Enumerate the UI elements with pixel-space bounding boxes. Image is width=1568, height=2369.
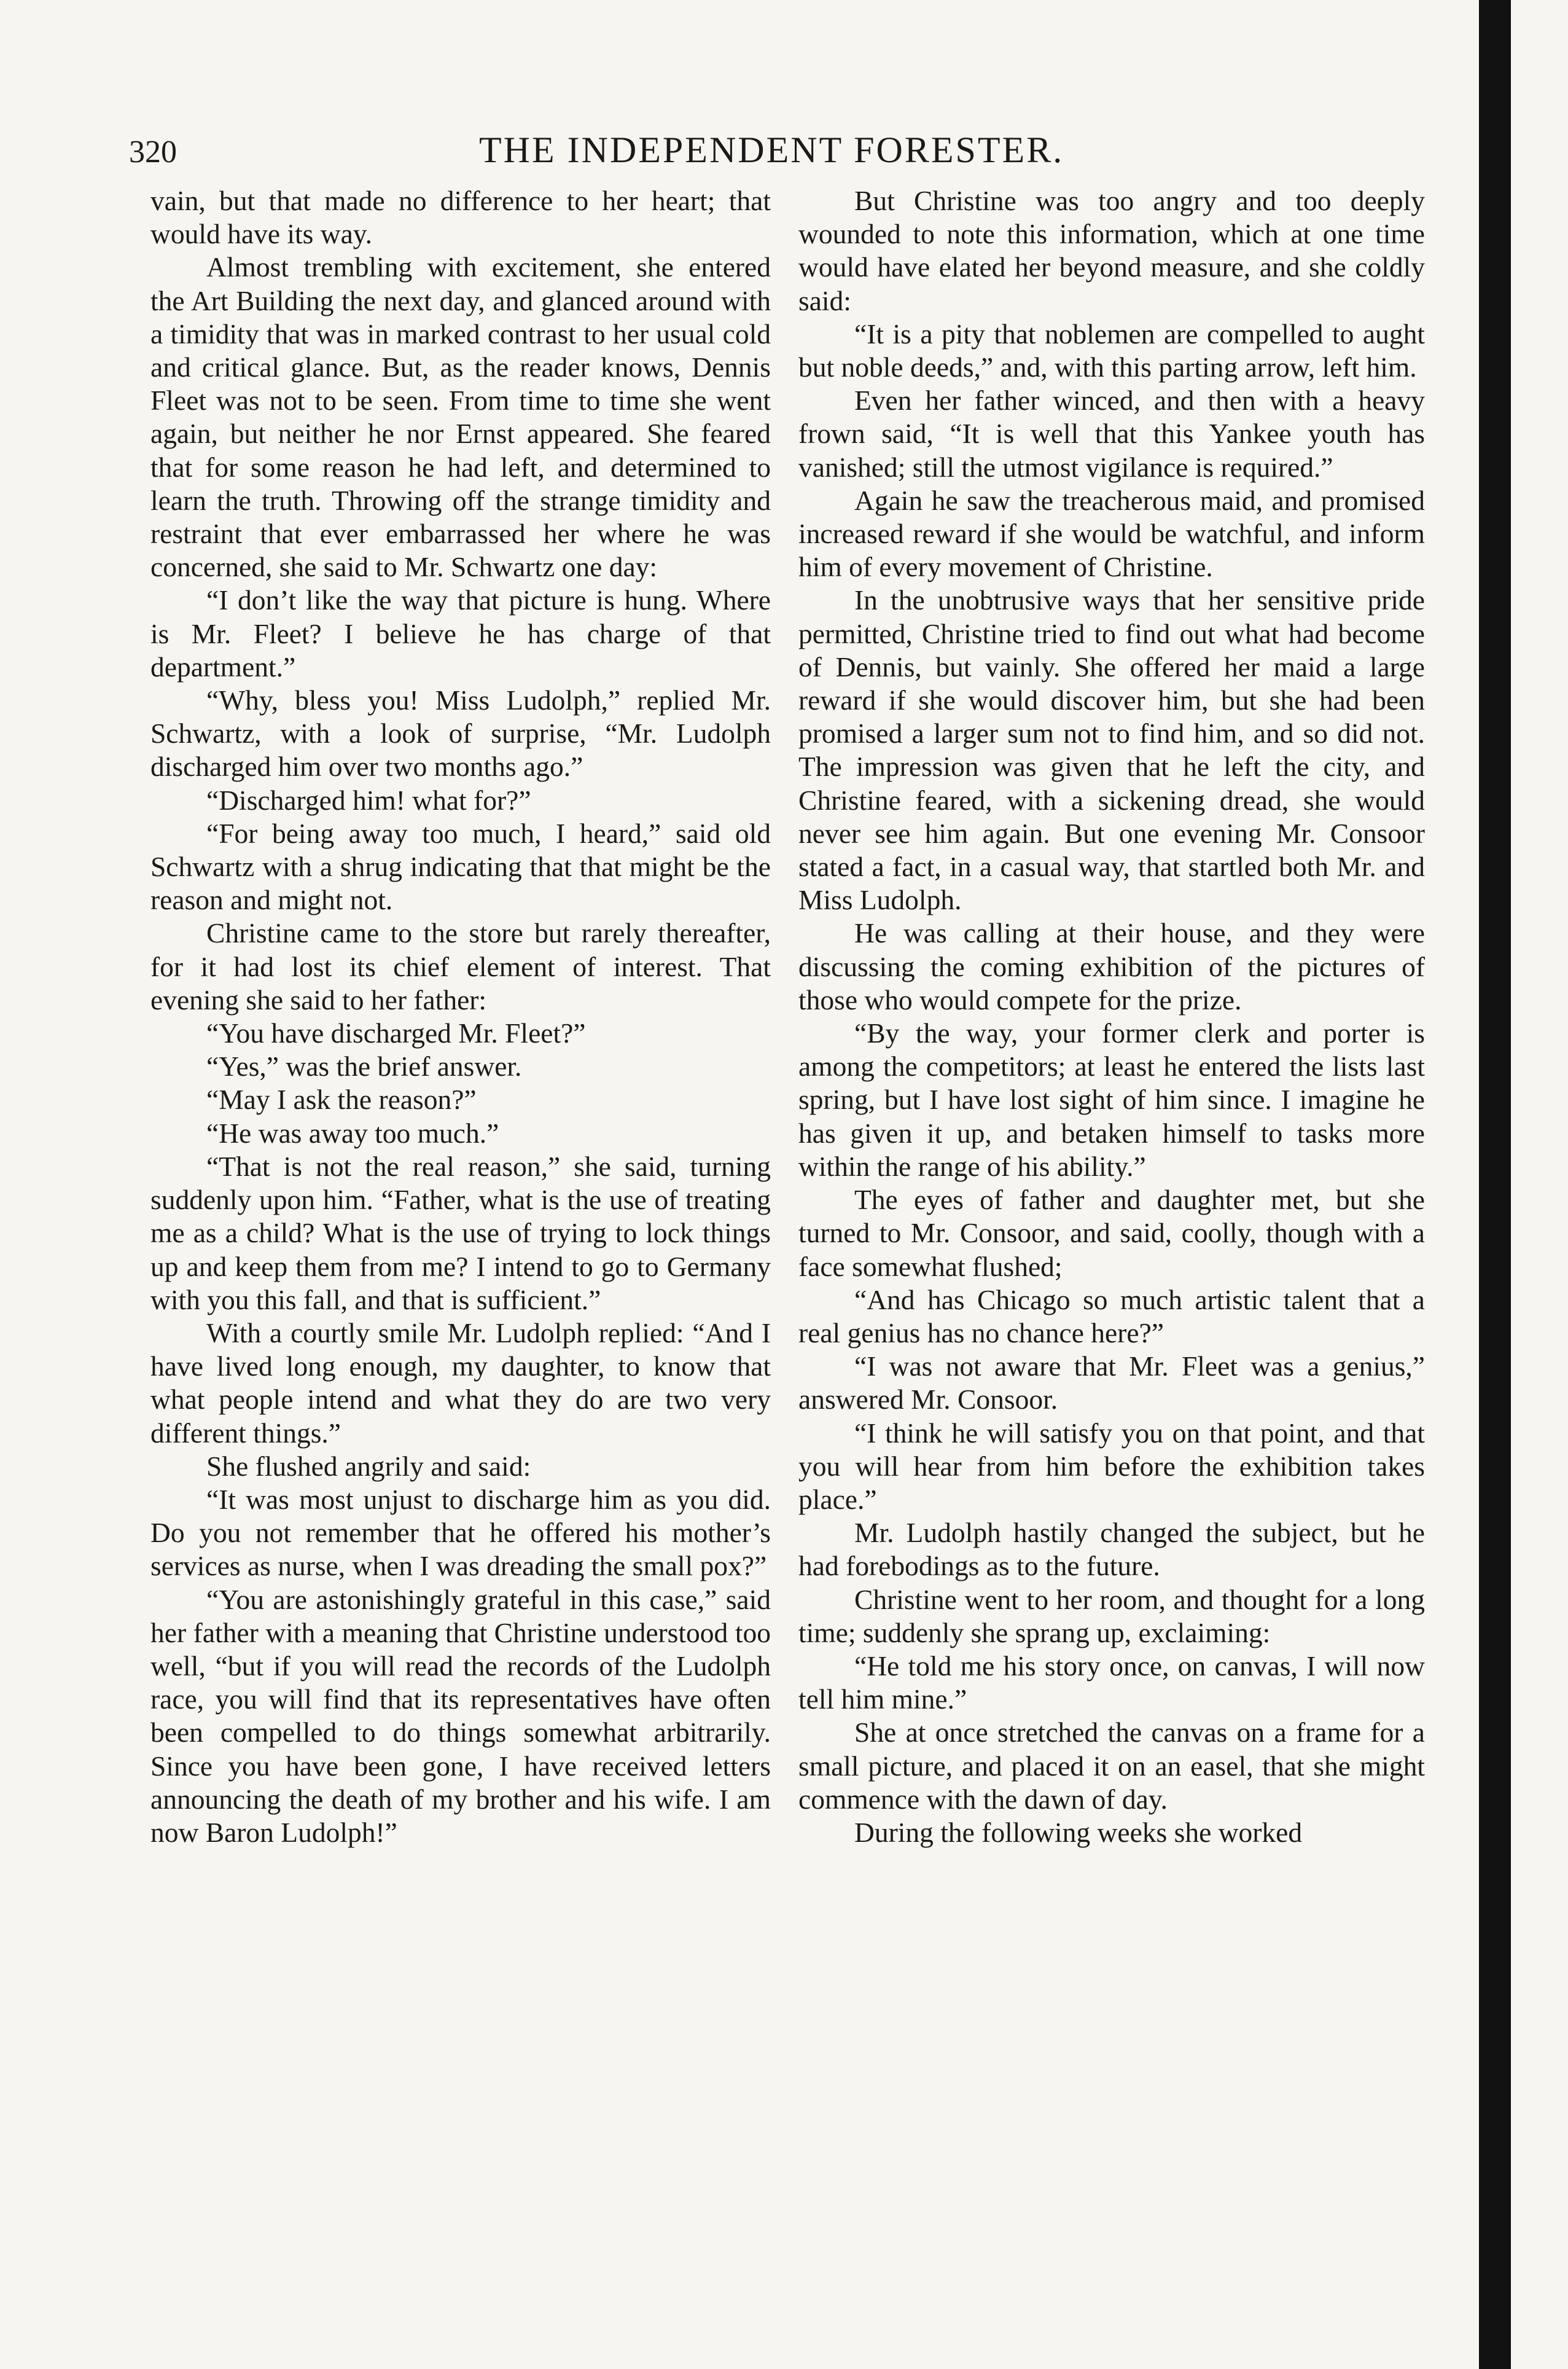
paragraph: “I don’t like the way that picture is hung. Where is Mr. Fleet? I believe he has charge of that department.” bbox=[150, 584, 771, 683]
paragraph: “I was not aware that Mr. Fleet was a genius,” answered Mr. Consoor. bbox=[798, 1350, 1425, 1416]
left-column bbox=[150, 184, 771, 1849]
paragraph: “He was away too much.” bbox=[206, 1117, 499, 1149]
paragraph: vain, but that made no difference to her heart; that would have its way. bbox=[150, 185, 771, 250]
paragraph: She flushed angrily and said: bbox=[206, 1450, 531, 1482]
paragraph: “Why, bless you! Miss Ludolph,” replied Mr. Schwartz, with a look of surprise, “Mr. Ludolph discharged him over two months ago.” bbox=[150, 684, 771, 783]
paragraph: Again he saw the treacherous maid, and promised increased reward if she would be watchful, and inform him of every movement of Christine. bbox=[798, 484, 1425, 583]
paragraph: “For being away too much, I heard,” said old Schwartz with a shrug indicating that that might be the reason and might not. bbox=[150, 817, 771, 916]
binding-edge-shadow bbox=[1479, 0, 1511, 2369]
paragraph: But Christine was too angry and too deeply wounded to note this information, which at one time would have elated her beyond measure, and she coldly said: bbox=[798, 185, 1425, 316]
paragraph: In the unobtrusive ways that her sensitive pride permitted, Christine tried to find out what had become of Dennis, but vainly. She offered her maid a large reward if she would discover him, but she had been promised a larger sum not to find him, and so did not. The impression was given that he left the city, and Christine feared, with a sickening dread, she would never see him again. But one evening Mr. Consoor stated a fact, in a casual way, that startled both Mr. and Miss Ludolph. bbox=[798, 584, 1425, 916]
right-column bbox=[798, 184, 1425, 1849]
paragraph: “And has Chicago so much artistic talent that a real genius has no chance here?” bbox=[798, 1283, 1425, 1349]
paragraph: Christine came to the store but rarely thereafter, for it had lost its chief element of interest. That evening she said to her father: bbox=[150, 917, 771, 1016]
paragraph: “I think he will satisfy you on that point, and that you will hear from him before the exhibition takes place.” bbox=[798, 1417, 1425, 1515]
paragraph: “Yes,” was the brief answer. bbox=[206, 1051, 522, 1083]
paragraph: Mr. Ludolph hastily changed the subject, but he had forebodings as to the future. bbox=[798, 1517, 1425, 1582]
paragraph: “Discharged him! what for?” bbox=[206, 784, 531, 816]
paragraph: Almost trembling with excitement, she entered the Art Building the next day, and glanced around with a timidity that was in marked contrast to her usual cold and critical glance. But, as the reader knows, Dennis Fleet was not to be seen. From time to time she went again, but neither he nor Ernst appeared. She feared that for some reason he had left, and determined to learn the truth. Throwing off the strange timidity and restraint that ever embarrassed her where he was concerned, she said to Mr. Schwartz one day: bbox=[150, 251, 771, 583]
paragraph: He was calling at their house, and they were discussing the coming exhibition of the pictures of those who would compete for the prize. bbox=[798, 917, 1425, 1016]
running-title: THE INDEPENDENT FORESTER. bbox=[479, 130, 1064, 170]
paragraph: “You have discharged Mr. Fleet?” bbox=[206, 1017, 586, 1049]
paragraph: “It was most unjust to discharge him as you did. Do you not remember that he offered his mother’s services as nurse, when I was dreading the small pox?” bbox=[150, 1483, 771, 1582]
paragraph: During the following weeks she worked bbox=[854, 1816, 1303, 1848]
paragraph: Christine went to her room, and thought for a long time; suddenly she sprang up, exclaiming: bbox=[798, 1583, 1425, 1648]
paragraph: “He told me his story once, on canvas, I will now tell him mine.” bbox=[798, 1650, 1425, 1715]
paragraph: “It is a pity that noblemen are compelled to aught but noble deeds,” and, with this parting arrow, left him. bbox=[798, 318, 1425, 383]
paragraph: The eyes of father and daughter met, but she turned to Mr. Consoor, and said, coolly, though with a face somewhat flushed; bbox=[798, 1184, 1425, 1282]
paragraph: “May I ask the reason?” bbox=[206, 1084, 477, 1116]
paragraph: “That is not the real reason,” she said, turning suddenly upon him. “Father, what is the use of treating me as a child? What is the use of trying to lock things up and keep them from me? I intend to go to Germany with you this fall, and that is sufficient.” bbox=[150, 1150, 771, 1315]
page-number: 320 bbox=[129, 135, 177, 170]
paragraph: With a courtly smile Mr. Ludolph replied: “And I have lived long enough, my daughter, to know that what people intend and what they do are two very different things.” bbox=[150, 1317, 771, 1449]
paragraph: Even her father winced, and then with a heavy frown said, “It is well that this Yankee youth has vanished; still the utmost vigilance is required.” bbox=[798, 385, 1425, 483]
paragraph: “You are astonishingly grateful in this case,” said her father with a meaning that Christine understood too well, “but if you will read the records of the Ludolph race, you will find that its representatives have often been compelled to do things somewhat arbitrarily. Since you have been gone, I have received letters announcing the death of my brother and his wife. I am now Baron Ludolph!” bbox=[150, 1583, 771, 1848]
paragraph: She at once stretched the canvas on a frame for a small picture, and placed it on an easel, that she might commence with the dawn of day. bbox=[798, 1717, 1425, 1815]
paragraph: “By the way, your former clerk and porter is among the competitors; at least he entered the lists last spring, but I have lost sight of him since. I imagine he has given it up, and betaken himself to tasks more within the range of his ability.” bbox=[798, 1017, 1425, 1182]
